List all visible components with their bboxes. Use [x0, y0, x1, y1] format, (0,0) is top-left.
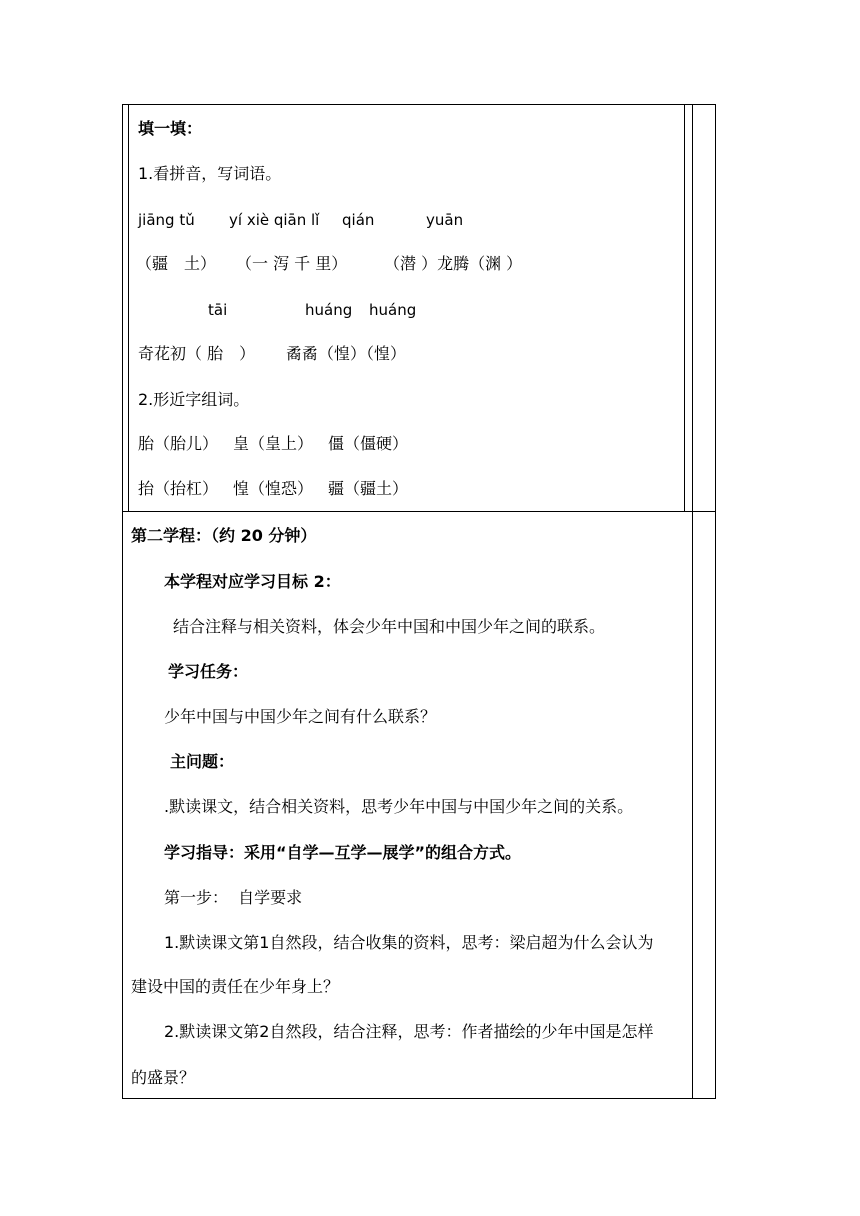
answer-qianlongtengyuan: （潜 ）龙腾（渊 ）: [384, 254, 523, 273]
requirement-2-line-2: 的盛景？: [131, 1068, 196, 1087]
inner-box-left: [128, 104, 129, 512]
table-border-right: [715, 104, 716, 1099]
pinyin-huang-1: huáng: [305, 301, 353, 319]
inner-box-right: [684, 104, 685, 512]
word-group-huang-fear: 惶（惶恐）: [233, 479, 314, 498]
pinyin-jiangtu: jiāng tǔ: [138, 211, 195, 229]
table-row-divider: [122, 511, 716, 512]
main-question-title: 主问题：: [170, 752, 235, 771]
table-border-left: [122, 104, 123, 1099]
pinyin-yixieqianli: yí xiè qiān lǐ: [229, 211, 320, 229]
pinyin-qian: qián: [342, 211, 375, 229]
q1-title: 1.看拼音，写词语。: [138, 164, 282, 183]
goal-title: 本学程对应学习目标 2：: [164, 572, 341, 591]
learning-guide: 学习指导：采用“自学—互学—展学”的组合方式。: [164, 843, 522, 862]
q2-title: 2.形近字组词。: [138, 390, 250, 409]
task-title: 学习任务：: [168, 662, 249, 681]
pinyin-tai: tāi: [208, 301, 228, 319]
table-column-divider: [692, 104, 693, 1099]
answer-yixieqianli: （一 泻 千 里）: [236, 254, 348, 273]
word-group-jiang-stiff: 僵（僵硬）: [328, 434, 409, 453]
fill-heading: 填一填：: [138, 119, 203, 138]
stage2-title: 第二学程：（约 20 分钟）: [131, 526, 317, 545]
requirement-1-line-1: 1.默读课文第1自然段，结合收集的资料，思考：梁启超为什么会认为: [164, 933, 654, 952]
table-border-top: [122, 104, 716, 105]
answer-qihuachutai: 奇花初（ 胎 ）: [138, 344, 256, 363]
word-group-jiang-land: 疆（疆土）: [328, 479, 409, 498]
task-text: 少年中国与中国少年之间有什么联系？: [164, 707, 437, 726]
table-border-bottom: [122, 1098, 716, 1099]
pinyin-huang-2: huáng: [369, 301, 417, 319]
answer-jiangtu: （疆 土）: [136, 254, 217, 273]
step1-heading: 第一步： 自学要求: [164, 888, 303, 907]
word-group-tai: 胎（胎儿）: [138, 434, 219, 453]
main-question-text: .默读课文，结合相关资料，思考少年中国与中国少年之间的关系。: [164, 797, 634, 816]
word-group-huang: 皇（皇上）: [233, 434, 314, 453]
goal-text: 结合注释与相关资料，体会少年中国和中国少年之间的联系。: [173, 617, 606, 636]
word-group-tai-lift: 抬（抬杠）: [138, 479, 219, 498]
pinyin-yuan: yuān: [426, 211, 464, 229]
answer-yuyuhuanghuang: 矞矞（惶）（惶）: [286, 344, 407, 363]
requirement-2-line-1: 2.默读课文第2自然段，结合注释，思考：作者描绘的少年中国是怎样: [164, 1022, 654, 1041]
requirement-1-line-2: 建设中国的责任在少年身上？: [131, 977, 340, 996]
